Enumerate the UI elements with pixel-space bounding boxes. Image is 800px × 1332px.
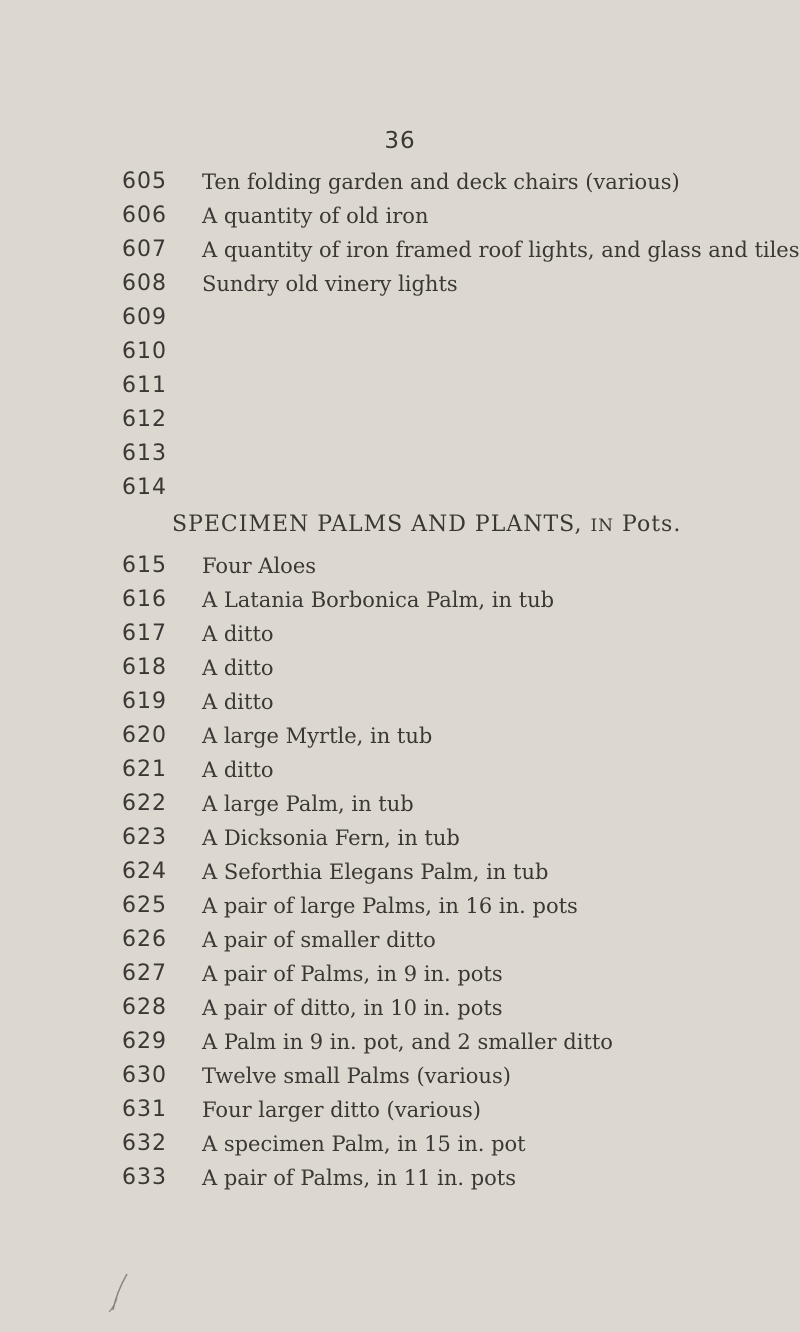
- lot-number: 612: [122, 407, 167, 432]
- lot-number: 615: [122, 553, 167, 578]
- section-heading-main: SPECIMEN PALMS AND PLANTS,: [172, 512, 583, 537]
- section-heading: [172, 510, 681, 541]
- lot-description: A large Palm, in tub: [202, 792, 414, 816]
- lot-number: 624: [122, 859, 167, 884]
- lot-description: A ditto: [202, 690, 274, 714]
- lot-description: A specimen Palm, in 15 in. pot: [202, 1132, 526, 1156]
- lot-description: Sundry old vinery lights: [202, 272, 458, 296]
- lot-number: 605: [122, 169, 167, 194]
- lot-description: Twelve small Palms (various): [202, 1064, 511, 1088]
- section-heading-in: IN: [590, 516, 615, 536]
- lot-number: 632: [122, 1131, 167, 1156]
- lot-number: 622: [122, 791, 167, 816]
- lot-number: 610: [122, 339, 167, 364]
- lot-number: 611: [122, 373, 167, 398]
- lot-description: Four Aloes: [202, 554, 317, 578]
- page-number: 36: [384, 128, 416, 154]
- section-heading-pots: Pots.: [622, 512, 682, 537]
- lot-description: Ten folding garden and deck chairs (various): [202, 170, 680, 194]
- lot-number: 614: [122, 475, 167, 500]
- lot-number: 630: [122, 1063, 167, 1088]
- lot-description: A ditto: [202, 758, 274, 782]
- lot-number: 606: [122, 203, 167, 228]
- lot-description: A Dicksonia Fern, in tub: [202, 826, 460, 850]
- lot-description: A large Myrtle, in tub: [202, 724, 433, 748]
- lot-description: A quantity of iron framed roof lights, and glass and tiles: [202, 238, 800, 262]
- lot-number: 617: [122, 621, 167, 646]
- lot-number: 633: [122, 1165, 167, 1190]
- lot-number: 627: [122, 961, 167, 986]
- lot-description: A quantity of old iron: [202, 204, 429, 228]
- lot-description: A pair of Palms, in 11 in. pots: [202, 1166, 516, 1190]
- lot-description: Four larger ditto (various): [202, 1098, 481, 1122]
- lot-number: 629: [122, 1029, 167, 1054]
- lot-description: A pair of Palms, in 9 in. pots: [202, 962, 503, 986]
- lot-number: 608: [122, 271, 167, 296]
- lot-description: A pair of smaller ditto: [202, 928, 436, 952]
- lot-number: 619: [122, 689, 167, 714]
- lot-description: A Latania Borbonica Palm, in tub: [202, 588, 555, 612]
- lot-description: A ditto: [202, 622, 274, 646]
- lot-number: 613: [122, 441, 167, 466]
- lot-number: 607: [122, 237, 167, 262]
- lot-number: 616: [122, 587, 167, 612]
- lot-description: A pair of large Palms, in 16 in. pots: [202, 894, 578, 918]
- lot-description: A ditto: [202, 656, 274, 680]
- lot-description: A Seforthia Elegans Palm, in tub: [202, 860, 549, 884]
- pencil-mark-icon: [105, 1270, 135, 1315]
- lot-number: 620: [122, 723, 167, 748]
- lot-number: 626: [122, 927, 167, 952]
- lot-number: 631: [122, 1097, 167, 1122]
- lot-number: 628: [122, 995, 167, 1020]
- lot-description: A pair of ditto, in 10 in. pots: [202, 996, 503, 1020]
- lot-description: A Palm in 9 in. pot, and 2 smaller ditto: [202, 1030, 613, 1054]
- lot-number: 625: [122, 893, 167, 918]
- lot-number: 609: [122, 305, 167, 330]
- lot-number: 621: [122, 757, 167, 782]
- lot-number: 618: [122, 655, 167, 680]
- lot-number: 623: [122, 825, 167, 850]
